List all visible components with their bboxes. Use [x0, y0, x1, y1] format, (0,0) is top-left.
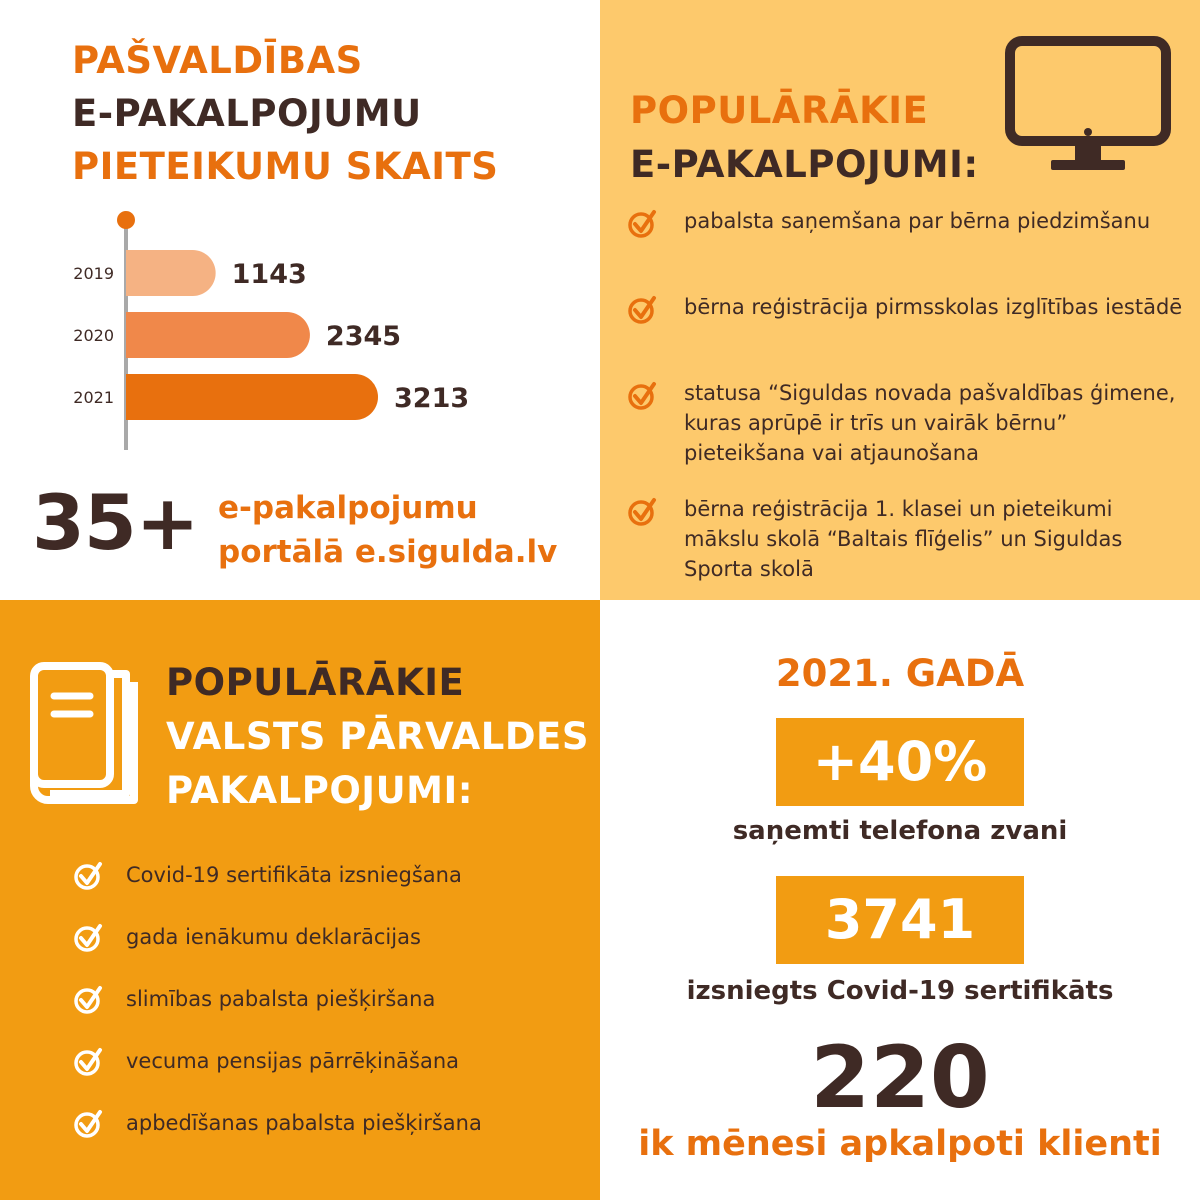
certificates-stat-value: 3741 — [776, 876, 1024, 964]
check-icon — [72, 984, 104, 1016]
clients-stat-value: 220 — [810, 1028, 990, 1128]
document-icon — [28, 662, 142, 806]
state-title-line2: VALSTS PĀRVALDES — [166, 715, 589, 758]
e-service-text: statusa “Siguldas novada pašvaldības ģimene, kuras aprūpē ir trīs un vairāk bērnu” pieteikšana vai atjaunošana — [684, 381, 1176, 465]
state-title-line1: POPULĀRĀKIE — [166, 661, 465, 704]
category-label-2019: 2019 — [73, 264, 114, 283]
state-service-item — [72, 1108, 592, 1138]
state-service-text: gada ienākumu deklarācijas — [126, 925, 421, 949]
chart-axis-dot — [117, 211, 135, 229]
popular-e-title-line2: E-PAKALPOJUMI: — [630, 143, 979, 186]
state-service-text: apbedīšanas pabalsta piešķiršana — [126, 1111, 482, 1135]
state-service-text: slimības pabalsta piešķiršana — [126, 987, 436, 1011]
check-icon — [626, 496, 658, 528]
check-icon — [72, 1046, 104, 1078]
e-service-text: bērna reģistrācija pirmsskolas izglītības iestādē — [684, 295, 1183, 319]
municipal-title — [72, 34, 498, 193]
state-title-line3: PAKALPOJUMI: — [166, 769, 474, 812]
value-label-2021: 3213 — [394, 383, 470, 414]
service-count-line2: portālā e.sigulda.lv — [218, 534, 558, 570]
service-count-caption — [218, 486, 557, 574]
check-icon — [72, 860, 104, 892]
municipal-title-line2: E-PAKALPOJUMU — [72, 92, 422, 135]
state-services-panel — [0, 600, 600, 1200]
applications-bar-chart — [0, 200, 600, 460]
state-service-item — [72, 1046, 592, 1076]
municipal-applications-panel — [0, 0, 600, 600]
year-stats-panel — [600, 600, 1200, 1200]
state-service-text: vecuma pensijas pārrēķināšana — [126, 1049, 460, 1073]
state-service-text: Covid-19 sertifikāta izsniegšana — [126, 863, 462, 887]
clients-stat-label: ik mēnesi apkalpoti klienti — [638, 1124, 1162, 1164]
municipal-title-line1: PAŠVALDĪBAS — [72, 39, 363, 82]
check-icon — [626, 294, 658, 326]
e-service-text: bērna reģistrācija 1. klasei un pieteikumi mākslu skolā “Baltais flīģelis” un Siguldas Sporta skolā — [684, 497, 1123, 581]
check-icon — [626, 380, 658, 412]
e-service-text: pabalsta saņemšana par bērna piedzimšanu — [684, 209, 1151, 233]
bar-2020 — [126, 312, 310, 358]
state-service-item — [72, 860, 592, 890]
calls-stat-value: +40% — [776, 718, 1024, 806]
check-icon — [72, 1108, 104, 1140]
popular-e-services-title — [630, 84, 979, 192]
check-icon — [72, 922, 104, 954]
year-stats-title: 2021. GADĀ — [775, 652, 1025, 695]
monitor-icon — [1005, 36, 1171, 176]
popular-e-title-line1: POPULĀRĀKIE — [630, 89, 929, 132]
state-service-item — [72, 984, 592, 1014]
value-label-2019: 1143 — [231, 259, 307, 290]
state-services-title — [166, 656, 589, 818]
bar-2019 — [126, 250, 216, 296]
popular-e-services-panel — [600, 0, 1200, 600]
state-service-item — [72, 922, 592, 952]
bar-2021 — [126, 374, 378, 420]
municipal-title-line3: PIETEIKUMU SKAITS — [72, 145, 499, 188]
certificates-stat-label: izsniegts Covid-19 sertifikāts — [686, 976, 1114, 1006]
check-icon — [626, 208, 658, 240]
service-count-number: 35+ — [32, 478, 199, 567]
calls-stat-label: saņemti telefona zvani — [732, 816, 1068, 846]
category-label-2021: 2021 — [73, 388, 114, 407]
service-count-line1: e-pakalpojumu — [218, 490, 478, 526]
category-label-2020: 2020 — [73, 326, 114, 345]
value-label-2020: 2345 — [325, 321, 402, 352]
